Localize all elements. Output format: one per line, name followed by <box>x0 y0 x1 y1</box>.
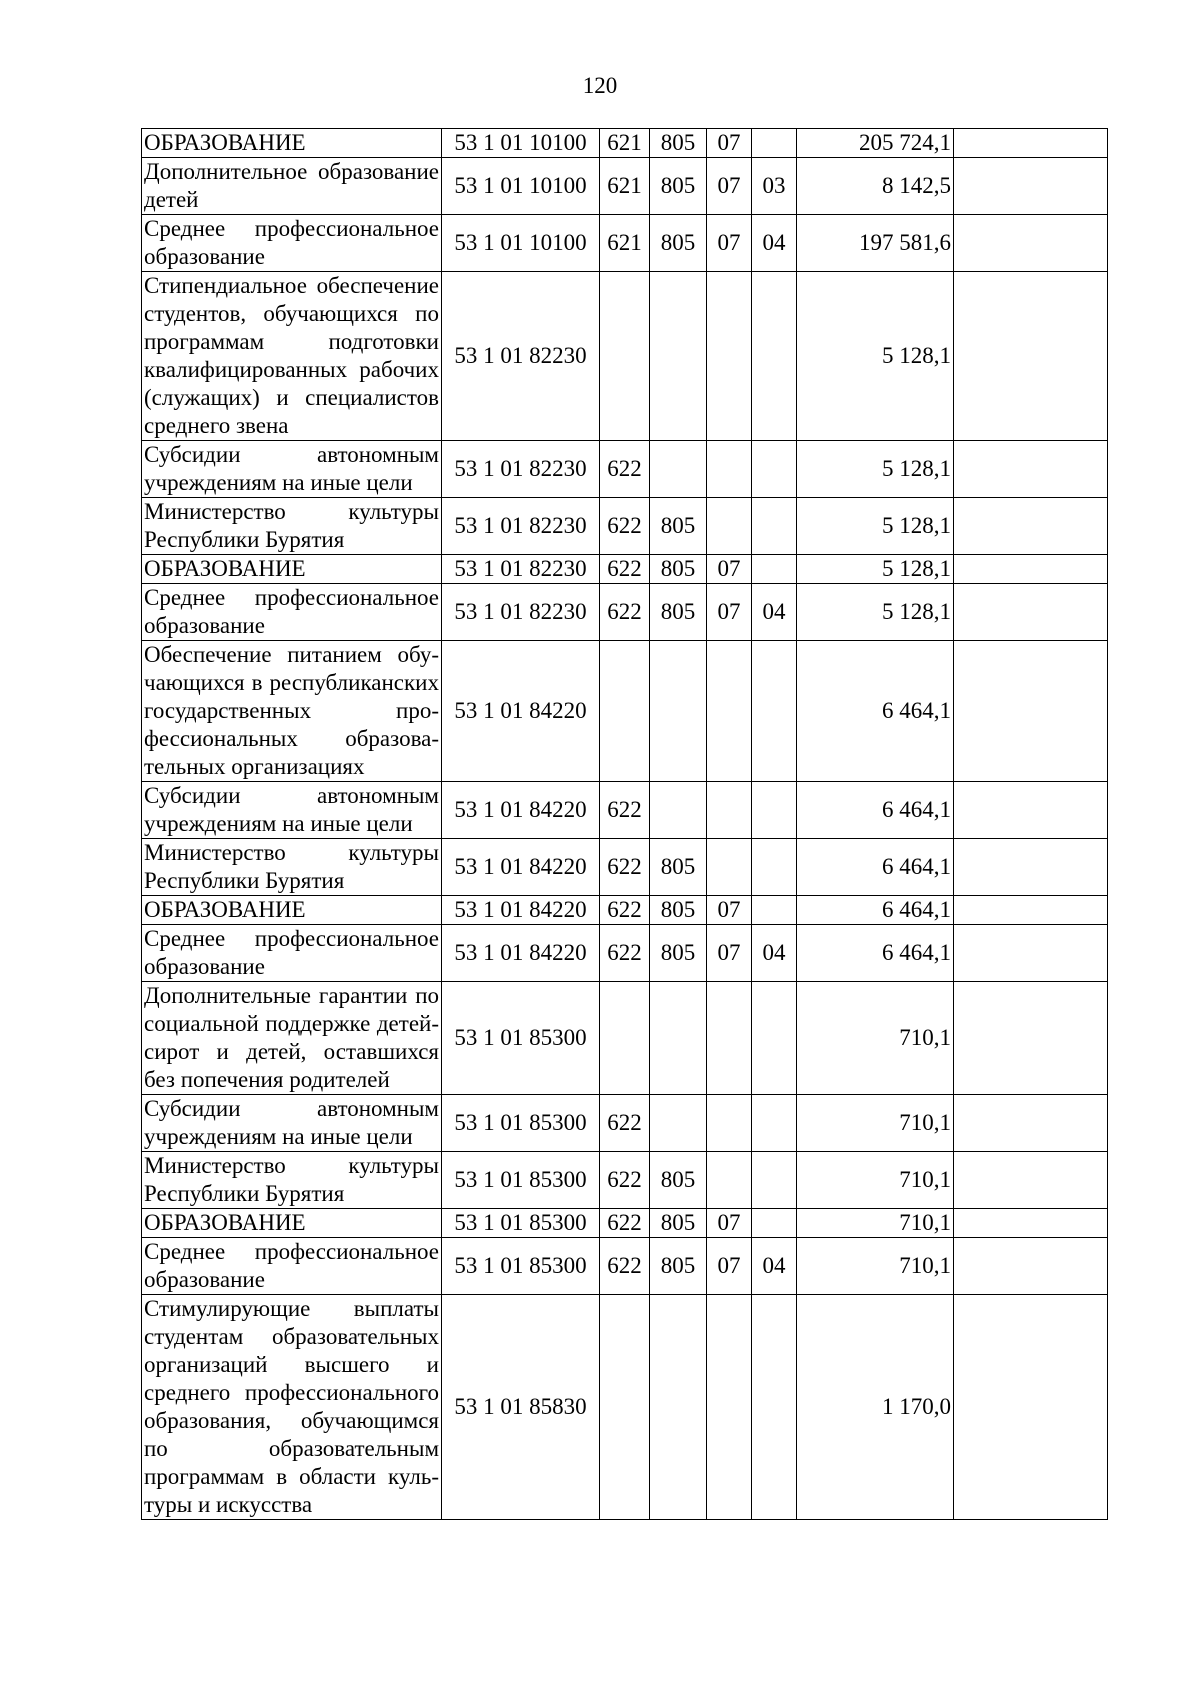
page-number: 120 <box>582 73 618 98</box>
subsection-cell <box>752 1152 797 1209</box>
ministry-code-cell <box>650 441 707 498</box>
subsection-cell <box>752 641 797 782</box>
extra-cell <box>954 839 1108 896</box>
table-row <box>142 641 1108 782</box>
extra-cell <box>954 498 1108 555</box>
target-code-cell: 53 1 01 85300 <box>442 1095 600 1152</box>
extra-cell <box>954 1095 1108 1152</box>
extra-cell <box>954 1295 1108 1520</box>
extra-cell <box>954 1209 1108 1238</box>
ministry-code-cell: 805 <box>650 555 707 584</box>
section-cell: 07 <box>707 129 752 158</box>
table-row <box>142 272 1108 441</box>
row-name-cell: Субсидии автономным учреждениям на иные цели <box>142 441 442 498</box>
table-row <box>142 1152 1108 1209</box>
target-code-cell: 53 1 01 10100 <box>442 158 600 215</box>
extra-cell <box>954 925 1108 982</box>
expense-type-cell: 621 <box>600 129 650 158</box>
ministry-code-cell: 805 <box>650 498 707 555</box>
ministry-code-cell <box>650 641 707 782</box>
target-code-cell: 53 1 01 10100 <box>442 129 600 158</box>
subsection-cell <box>752 782 797 839</box>
section-cell <box>707 982 752 1095</box>
target-code-cell: 53 1 01 85300 <box>442 1238 600 1295</box>
extra-cell <box>954 782 1108 839</box>
subsection-cell <box>752 839 797 896</box>
amount-cell: 1 170,0 <box>797 1295 954 1520</box>
row-name-cell: Субсидии автономным учреждениям на иные цели <box>142 1095 442 1152</box>
row-name-cell: Дополнительные гарантии по социальной поддержке детей-сирот и детей, оставшихся без попечения родителей <box>142 982 442 1095</box>
section-cell <box>707 1095 752 1152</box>
section-cell: 07 <box>707 158 752 215</box>
expense-type-cell <box>600 641 650 782</box>
amount-cell: 6 464,1 <box>797 782 954 839</box>
target-code-cell: 53 1 01 85300 <box>442 982 600 1095</box>
extra-cell <box>954 215 1108 272</box>
ministry-code-cell <box>650 272 707 441</box>
table-row <box>142 441 1108 498</box>
target-code-cell: 53 1 01 82230 <box>442 498 600 555</box>
section-cell: 07 <box>707 925 752 982</box>
table-row <box>142 1095 1108 1152</box>
target-code-cell: 53 1 01 85830 <box>442 1295 600 1520</box>
expense-type-cell: 622 <box>600 555 650 584</box>
table-row <box>142 158 1108 215</box>
section-cell: 07 <box>707 584 752 641</box>
expense-type-cell: 622 <box>600 1209 650 1238</box>
expense-type-cell: 622 <box>600 1095 650 1152</box>
section-cell <box>707 1295 752 1520</box>
table-row <box>142 1209 1108 1238</box>
section-cell: 07 <box>707 896 752 925</box>
subsection-cell <box>752 498 797 555</box>
row-name-cell: Министерство культуры Республики Бурятия <box>142 1152 442 1209</box>
row-name-cell: ОБРАЗОВАНИЕ <box>142 555 442 584</box>
target-code-cell: 53 1 01 82230 <box>442 555 600 584</box>
amount-cell: 205 724,1 <box>797 129 954 158</box>
ministry-code-cell: 805 <box>650 584 707 641</box>
section-cell: 07 <box>707 1209 752 1238</box>
table-row <box>142 215 1108 272</box>
table-row <box>142 982 1108 1095</box>
section-cell <box>707 441 752 498</box>
extra-cell <box>954 584 1108 641</box>
extra-cell <box>954 641 1108 782</box>
target-code-cell: 53 1 01 82230 <box>442 272 600 441</box>
expense-type-cell: 622 <box>600 441 650 498</box>
ministry-code-cell <box>650 1295 707 1520</box>
target-code-cell: 53 1 01 84220 <box>442 839 600 896</box>
amount-cell: 5 128,1 <box>797 555 954 584</box>
amount-cell: 5 128,1 <box>797 584 954 641</box>
amount-cell: 8 142,5 <box>797 158 954 215</box>
row-name-cell: Среднее профессиональное образование <box>142 925 442 982</box>
amount-cell: 710,1 <box>797 1209 954 1238</box>
target-code-cell: 53 1 01 84220 <box>442 925 600 982</box>
extra-cell <box>954 441 1108 498</box>
ministry-code-cell: 805 <box>650 1209 707 1238</box>
target-code-cell: 53 1 01 10100 <box>442 215 600 272</box>
row-name-cell: ОБРАЗОВАНИЕ <box>142 896 442 925</box>
subsection-cell <box>752 982 797 1095</box>
ministry-code-cell: 805 <box>650 925 707 982</box>
subsection-cell <box>752 272 797 441</box>
subsection-cell <box>752 1209 797 1238</box>
extra-cell <box>954 982 1108 1095</box>
extra-cell <box>954 158 1108 215</box>
amount-cell: 6 464,1 <box>797 925 954 982</box>
target-code-cell: 53 1 01 84220 <box>442 782 600 839</box>
ministry-code-cell <box>650 982 707 1095</box>
table-row <box>142 555 1108 584</box>
section-cell: 07 <box>707 215 752 272</box>
row-name-cell: Субсидии автономным учреждениям на иные цели <box>142 782 442 839</box>
subsection-cell <box>752 1095 797 1152</box>
ministry-code-cell: 805 <box>650 158 707 215</box>
subsection-cell: 03 <box>752 158 797 215</box>
table-row <box>142 498 1108 555</box>
expense-type-cell: 622 <box>600 1238 650 1295</box>
ministry-code-cell: 805 <box>650 129 707 158</box>
amount-cell: 710,1 <box>797 1238 954 1295</box>
row-name-cell: ОБРАЗОВАНИЕ <box>142 1209 442 1238</box>
extra-cell <box>954 272 1108 441</box>
section-cell <box>707 498 752 555</box>
amount-cell: 5 128,1 <box>797 441 954 498</box>
table-body <box>142 129 1108 1520</box>
subsection-cell <box>752 896 797 925</box>
section-cell: 07 <box>707 1238 752 1295</box>
extra-cell <box>954 1152 1108 1209</box>
table-row <box>142 1238 1108 1295</box>
extra-cell <box>954 129 1108 158</box>
section-cell <box>707 839 752 896</box>
subsection-cell: 04 <box>752 215 797 272</box>
expense-type-cell: 622 <box>600 584 650 641</box>
table-row <box>142 839 1108 896</box>
budget-table <box>141 128 1108 1520</box>
section-cell <box>707 272 752 441</box>
expense-type-cell: 622 <box>600 1152 650 1209</box>
table-row <box>142 925 1108 982</box>
expense-type-cell: 622 <box>600 498 650 555</box>
row-name-cell: Среднее профессиональное образование <box>142 1238 442 1295</box>
row-name-cell: Дополнительное образование детей <box>142 158 442 215</box>
expense-type-cell: 621 <box>600 215 650 272</box>
subsection-cell: 04 <box>752 584 797 641</box>
target-code-cell: 53 1 01 85300 <box>442 1152 600 1209</box>
subsection-cell <box>752 129 797 158</box>
row-name-cell: Стимулирующие выплаты студентам образовательных организаций высшего и среднего профессионального образования, обучающимся по образовательным программам в области культуры и искусства <box>142 1295 442 1520</box>
expense-type-cell <box>600 982 650 1095</box>
expense-type-cell <box>600 1295 650 1520</box>
table-row <box>142 782 1108 839</box>
target-code-cell: 53 1 01 84220 <box>442 641 600 782</box>
row-name-cell: Среднее профессиональное образование <box>142 584 442 641</box>
expense-type-cell: 621 <box>600 158 650 215</box>
table-row <box>142 584 1108 641</box>
subsection-cell: 04 <box>752 1238 797 1295</box>
target-code-cell: 53 1 01 82230 <box>442 584 600 641</box>
expense-type-cell: 622 <box>600 839 650 896</box>
table-row <box>142 129 1108 158</box>
amount-cell: 6 464,1 <box>797 896 954 925</box>
extra-cell <box>954 555 1108 584</box>
amount-cell: 5 128,1 <box>797 498 954 555</box>
section-cell: 07 <box>707 555 752 584</box>
expense-type-cell: 622 <box>600 896 650 925</box>
target-code-cell: 53 1 01 84220 <box>442 896 600 925</box>
row-name-cell: Министерство культуры Республики Бурятия <box>142 498 442 555</box>
section-cell <box>707 1152 752 1209</box>
extra-cell <box>954 1238 1108 1295</box>
subsection-cell: 04 <box>752 925 797 982</box>
row-name-cell: Министерство культуры Республики Бурятия <box>142 839 442 896</box>
expense-type-cell: 622 <box>600 925 650 982</box>
row-name-cell: Среднее профессиональное образование <box>142 215 442 272</box>
table-row <box>142 896 1108 925</box>
expense-type-cell: 622 <box>600 782 650 839</box>
extra-cell <box>954 896 1108 925</box>
target-code-cell: 53 1 01 85300 <box>442 1209 600 1238</box>
row-name-cell: ОБРАЗОВАНИЕ <box>142 129 442 158</box>
expense-type-cell <box>600 272 650 441</box>
ministry-code-cell: 805 <box>650 896 707 925</box>
amount-cell: 710,1 <box>797 1152 954 1209</box>
target-code-cell: 53 1 01 82230 <box>442 441 600 498</box>
row-name-cell: Обеспечение питанием обучающихся в республиканских государственных профессиональных образовательных организациях <box>142 641 442 782</box>
subsection-cell <box>752 441 797 498</box>
ministry-code-cell <box>650 782 707 839</box>
row-name-cell: Стипендиальное обеспечение студентов, обучающихся по программам подготовки квалифицированных рабочих (служащих) и специалистов среднего звена <box>142 272 442 441</box>
ministry-code-cell: 805 <box>650 1238 707 1295</box>
amount-cell: 5 128,1 <box>797 272 954 441</box>
ministry-code-cell <box>650 1095 707 1152</box>
amount-cell: 197 581,6 <box>797 215 954 272</box>
amount-cell: 710,1 <box>797 1095 954 1152</box>
subsection-cell <box>752 555 797 584</box>
ministry-code-cell: 805 <box>650 1152 707 1209</box>
amount-cell: 710,1 <box>797 982 954 1095</box>
ministry-code-cell: 805 <box>650 215 707 272</box>
amount-cell: 6 464,1 <box>797 839 954 896</box>
section-cell <box>707 641 752 782</box>
subsection-cell <box>752 1295 797 1520</box>
section-cell <box>707 782 752 839</box>
table-row <box>142 1295 1108 1520</box>
ministry-code-cell: 805 <box>650 839 707 896</box>
amount-cell: 6 464,1 <box>797 641 954 782</box>
